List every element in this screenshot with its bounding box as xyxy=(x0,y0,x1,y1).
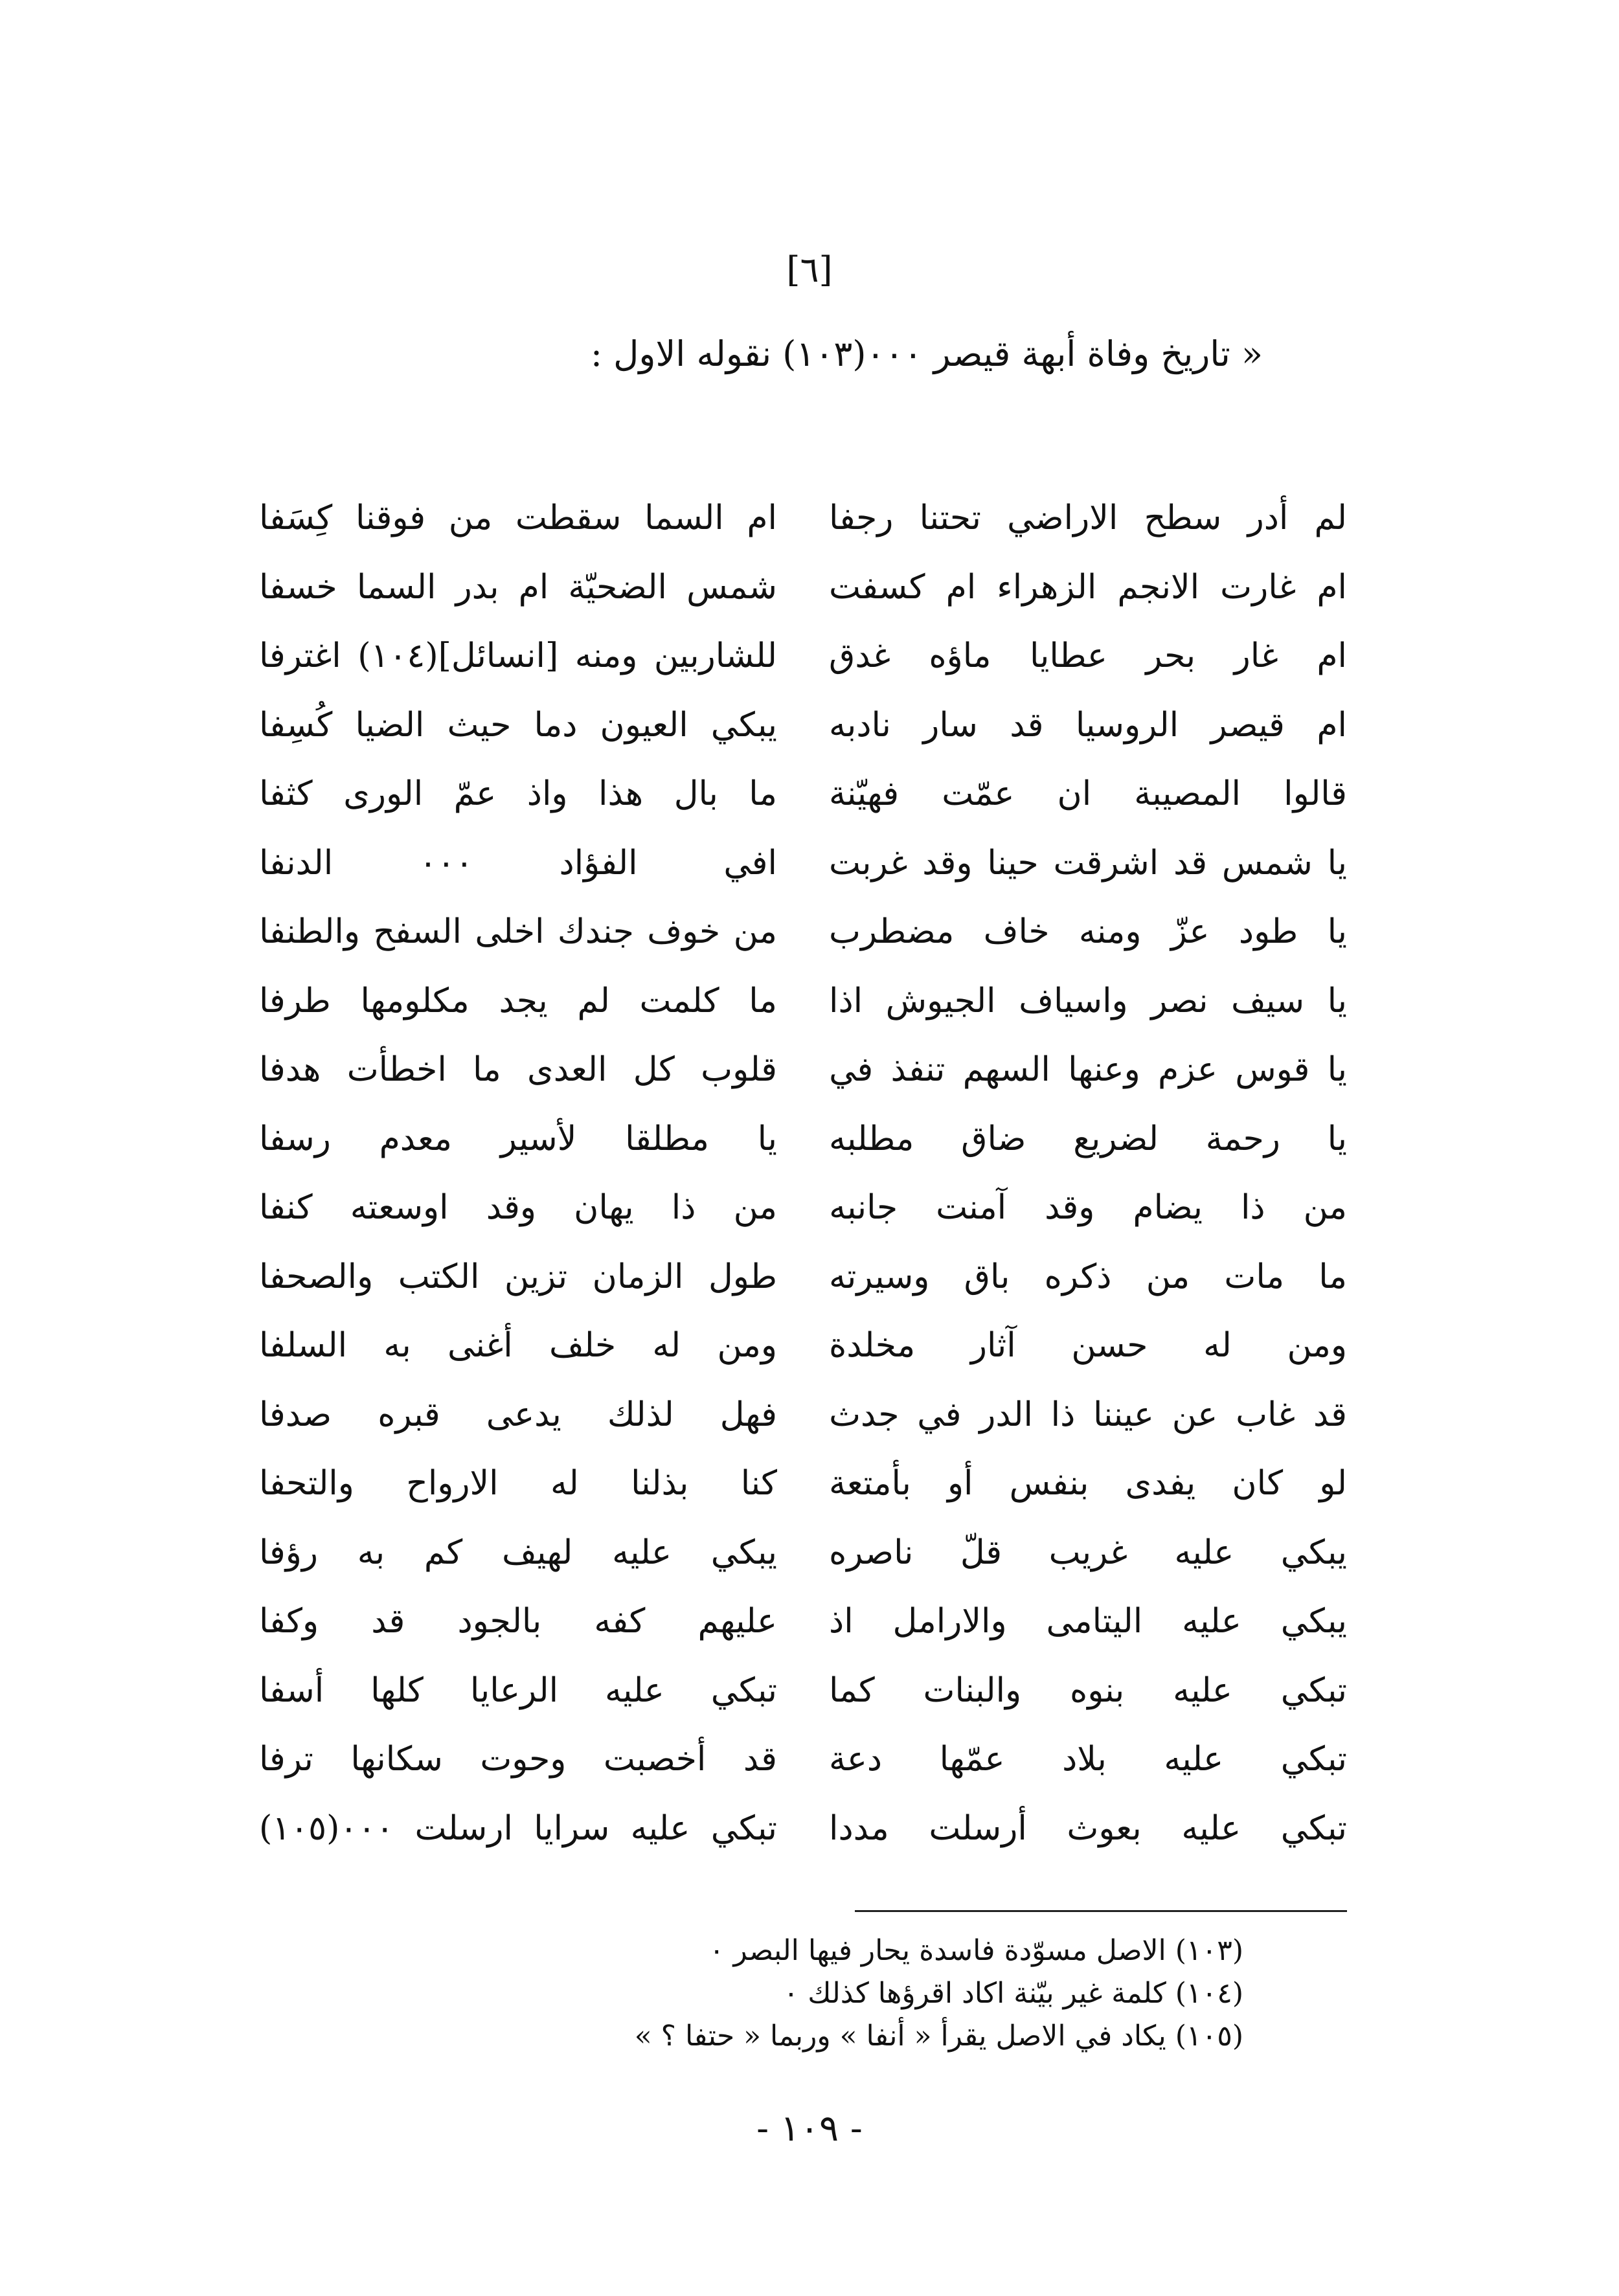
first-hemistich: لو كان يفدى بنفس أو بأمتعة xyxy=(829,1464,1347,1503)
second-hemistich: قلوب كل العدى ما اخطأت هدفا xyxy=(259,1050,777,1089)
second-hemistich: من ذا يهان وقد اوسعته كنفا xyxy=(259,1188,777,1227)
first-hemistich: تبكي عليه بعوث أرسلت مددا xyxy=(829,1808,1347,1848)
second-hemistich: يبكي العيون دما حيث الضيا كُسِفا xyxy=(259,705,777,745)
page-number: - ١٠٩ - xyxy=(756,2108,863,2150)
first-hemistich: يا طود عزّ ومنه خاف مضطرب xyxy=(829,912,1347,951)
verse-line xyxy=(259,1724,1347,1795)
second-hemistich: تبكي عليه الرعايا كلها أسفا xyxy=(259,1671,777,1710)
second-hemistich: للشاربين ومنه [انسائل](١٠٤) اغترفا xyxy=(259,636,777,675)
first-hemistich: يا رحمة لضريع ضاق مطلبه xyxy=(829,1119,1347,1158)
verse-line xyxy=(259,1172,1347,1243)
footnote-105: (١٠٥) يكاد في الاصل يقرأ « أنفا » وربما « حتفا ؟ » xyxy=(634,2020,1243,2053)
verse-line xyxy=(259,827,1347,899)
first-hemistich: تبكي عليه بنوه والبنات كما xyxy=(829,1671,1347,1710)
first-hemistich: ام غار بحر عطايا ماؤه غدق xyxy=(829,636,1347,675)
verse-line xyxy=(259,1034,1347,1105)
first-hemistich: يبكي عليه غريب قلّ ناصره xyxy=(829,1533,1347,1572)
verse-line xyxy=(259,1310,1347,1381)
second-hemistich: عليهم كفه بالجود قد وكفا xyxy=(259,1602,777,1641)
first-hemistich: من ذا يضام وقد آمنت جانبه xyxy=(829,1188,1347,1227)
verse-line xyxy=(259,552,1347,623)
second-hemistich: يا مطلقا لأسير معدم رسفا xyxy=(259,1119,777,1158)
first-hemistich: يبكي عليه اليتامى والارامل اذ xyxy=(829,1602,1347,1641)
verse-line xyxy=(259,690,1347,761)
second-hemistich: افي الفؤاد ٠٠٠ الدنفا xyxy=(259,843,777,883)
poem xyxy=(259,482,1347,1862)
second-hemistich: قد أخصبت وحوت سكانها ترفا xyxy=(259,1740,777,1779)
first-hemistich: ام غارت الانجم الزهراء ام كسفت xyxy=(829,567,1347,607)
verse-line xyxy=(259,1448,1347,1519)
verse-line xyxy=(259,1586,1347,1657)
poem-heading: « تاريخ وفاة أبهة قيصر ٠٠٠(١٠٣) نقوله الاول : xyxy=(590,333,1263,374)
verse-line xyxy=(259,896,1347,967)
second-hemistich: تبكي عليه سرايا ارسلت ٠٠٠(١٠٥) xyxy=(259,1808,777,1848)
first-hemistich: ما مات من ذكره باق وسيرته xyxy=(829,1257,1347,1296)
footnote-103: (١٠٣) الاصل مسوّدة فاسدة يحار فيها البصر ٠ xyxy=(708,1934,1243,1967)
verse-line xyxy=(259,965,1347,1037)
footnote-104: (١٠٤) كلمة غير بيّنة اكاد اقرؤها كذلك ٠ xyxy=(783,1977,1243,2010)
second-hemistich: من خوف جندك اخلى السفح والطنفا xyxy=(259,912,777,951)
verse-line xyxy=(259,1655,1347,1726)
verse-line xyxy=(259,482,1347,554)
second-hemistich: ما كلمت لم يجد مكلومها طرفا xyxy=(259,981,777,1020)
first-hemistich: يا سيف نصر واسياف الجيوش اذا xyxy=(829,981,1347,1020)
first-hemistich: لم أدر سطح الاراضي تحتنا رجفا xyxy=(829,499,1347,537)
footnotes xyxy=(259,1930,1243,2058)
second-hemistich: ومن له خلف أغنى به السلفا xyxy=(259,1326,777,1365)
verse-line xyxy=(259,758,1347,829)
verse-line xyxy=(259,1793,1347,1864)
second-hemistich: كنا بذلنا له الارواح والتحفا xyxy=(259,1464,777,1503)
first-hemistich: يا شمس قد اشرقت حينا وقد غربت xyxy=(829,843,1347,883)
verse-line xyxy=(259,1241,1347,1312)
second-hemistich: ما بال هذا واذ عمّ الورى كثفا xyxy=(259,774,777,813)
second-hemistich: شمس الضحيّة ام بدر السما خسفا xyxy=(259,567,777,607)
section-number: [٦] xyxy=(786,249,833,290)
first-hemistich: قد غاب عن عيننا ذا الدر في جدث xyxy=(829,1395,1347,1434)
verse-line xyxy=(259,1103,1347,1175)
second-hemistich: ام السما سقطت من فوقنا كِسَفا xyxy=(259,499,777,537)
second-hemistich: يبكي عليه لهيف كم به رؤفا xyxy=(259,1533,777,1572)
first-hemistich: ام قيصر الروسيا قد سار نادبه xyxy=(829,705,1347,745)
verse-line xyxy=(259,620,1347,692)
first-hemistich: قالوا المصيبة ان عمّت فهيّنة xyxy=(829,774,1347,813)
first-hemistich: يا قوس عزم وعنها السهم تنفذ في xyxy=(829,1050,1347,1089)
first-hemistich: ومن له حسن آثار مخلدة xyxy=(829,1326,1347,1365)
footnote-divider xyxy=(855,1910,1347,1912)
verse-line xyxy=(259,1379,1347,1450)
second-hemistich: طول الزمان تزين الكتب والصحفا xyxy=(259,1257,777,1296)
verse-line xyxy=(259,1517,1347,1588)
second-hemistich: فهل لذلك يدعى قبره صدفا xyxy=(259,1395,777,1434)
first-hemistich: تبكي عليه بلاد عمّها دعة xyxy=(829,1740,1347,1779)
